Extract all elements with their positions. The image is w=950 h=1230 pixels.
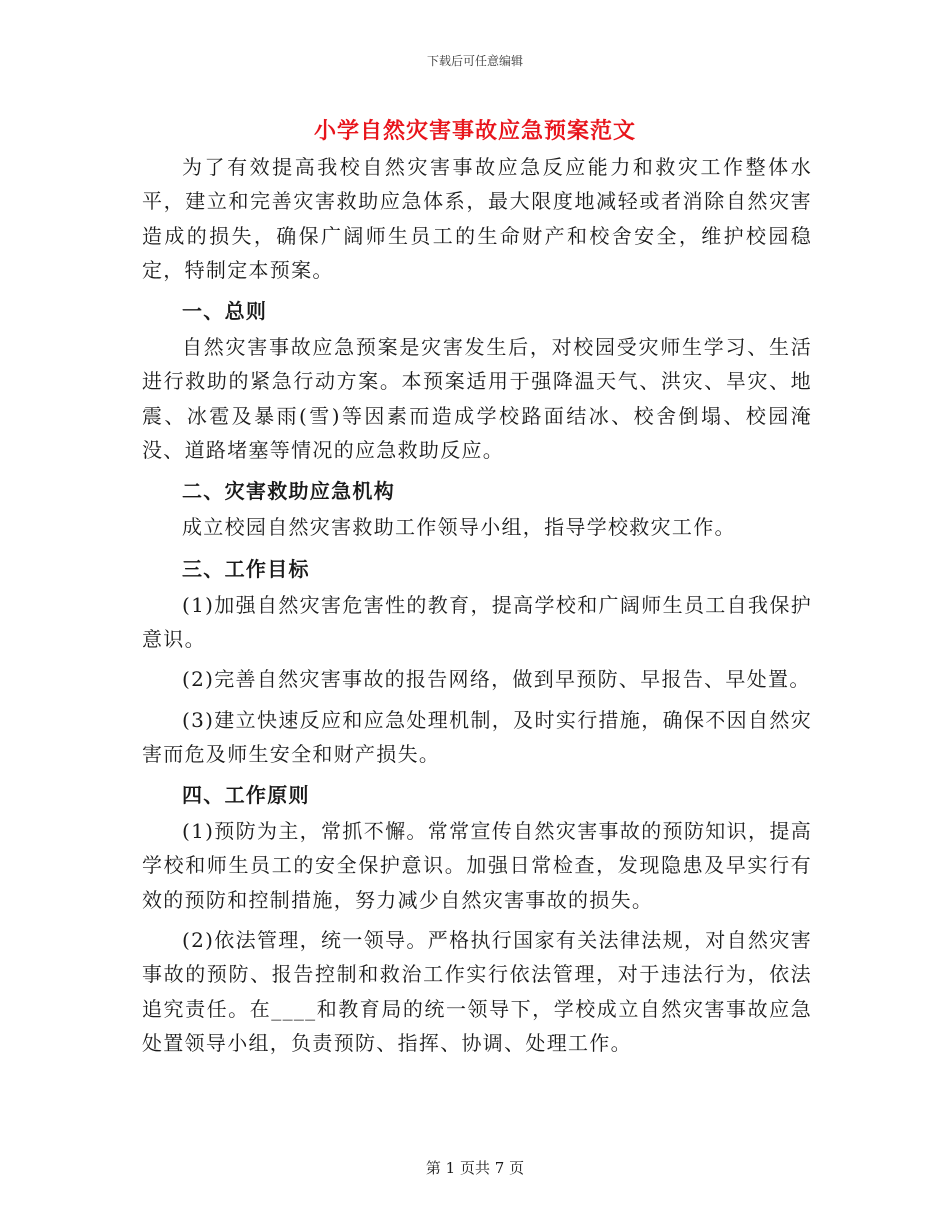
- section-heading-principles: 四、工作原则: [182, 783, 310, 808]
- section-paragraph: 成立校园自然灾害救助工作领导小组，指导学校救灾工作。: [182, 515, 736, 540]
- document-body: [142, 150, 812, 1060]
- section-heading-goals: 三、工作目标: [182, 556, 310, 581]
- document-title: 小学自然灾害事故应急预案范文: [313, 118, 636, 144]
- section-paragraph: (1)预防为主，常抓不懈。常常宣传自然灾害事故的预防知识，提高学校和师生员工的安全保护意识。加强日常检查，发现隐患及早实行有效的预防和控制措施，努力减少自然灾害事故的损失。: [142, 819, 812, 912]
- section-paragraph: (2)依法管理，统一领导。严格执行国家有关法律法规，对自然灾害事故的预防、报告控制和救治工作实行依法管理，对于违法行为，依法追究责任。在____和教育局的统一领导下，学校成立自然灾害事故应急处置领导小组，负责预防、指挥、协调、处理工作。: [142, 928, 812, 1055]
- section-paragraph: (1)加强自然灾害危害性的教育，提高学校和广阔师生员工自我保护意识。: [142, 592, 812, 651]
- section-paragraph: (3)建立快速反应和应急处理机制，及时实行措施，确保不因自然灾害而危及师生安全和财产损失。: [142, 707, 812, 766]
- section-paragraph: 自然灾害事故应急预案是灾害发生后，对校园受灾师生学习、生活进行救助的紧急行动方案。本预案适用于强降温天气、洪灾、旱灾、地震、冰雹及暴雨(雪)等因素而造成学校路面结冰、校舍倒塌、校园淹没、道路堵塞等情况的应急救助反应。: [142, 335, 812, 463]
- section-heading-organization: 二、灾害救助应急机构: [182, 479, 395, 504]
- section-paragraph: (2)完善自然灾害事故的报告网络，做到早预防、早报告、早处置。: [182, 667, 811, 692]
- section-heading-general: 一、总则: [182, 299, 268, 324]
- intro-paragraph: 为了有效提高我校自然灾害事故应急反应能力和救灾工作整体水平，建立和完善灾害救助应急体系，最大限度地减轻或者消除自然灾害造成的损失，确保广阔师生员工的生命财产和校舍安全，维护校园稳定，特制定本预案。: [142, 155, 812, 282]
- page-number: 第 1 页共 7 页: [425, 1159, 525, 1177]
- page-header: 下载后可任意编辑: [426, 54, 523, 68]
